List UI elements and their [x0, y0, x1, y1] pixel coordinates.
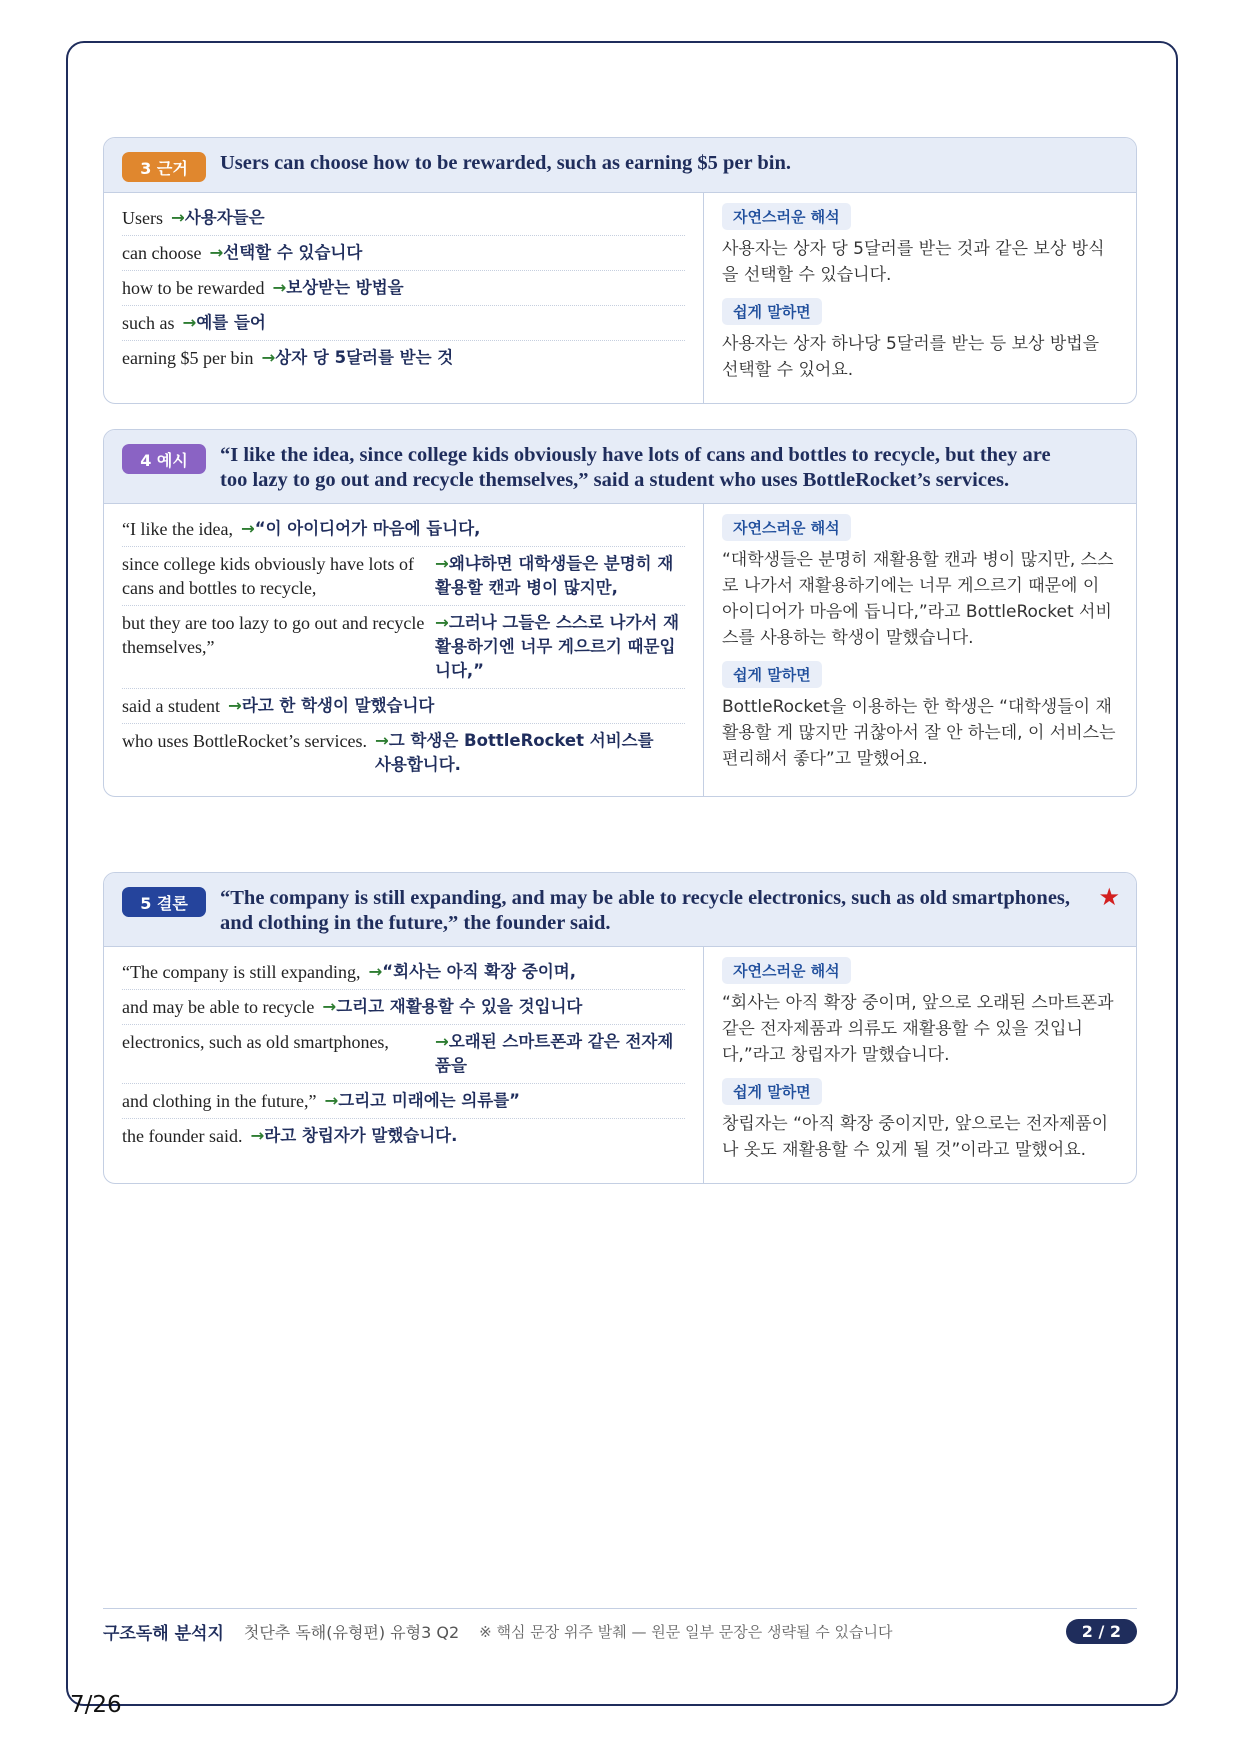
- english-phrase: how to be rewarded: [122, 278, 265, 298]
- english-phrase: such as: [122, 313, 175, 333]
- arrow-icon: →: [322, 997, 337, 1016]
- arrow-icon: →: [227, 696, 242, 715]
- translation-panel: [704, 193, 1136, 403]
- korean-gloss: →오래된 스마트폰과 같은 전자제품을: [435, 1032, 674, 1075]
- arrow-icon: →: [435, 613, 449, 632]
- section-badge: 3 근거: [122, 152, 206, 182]
- arrow-icon: →: [240, 519, 255, 538]
- arrow-icon: →: [182, 313, 197, 332]
- footer-title: 구조독해 분석지: [103, 1624, 224, 1644]
- english-phrase: electronics, such as old smartphones,: [122, 1032, 389, 1052]
- section-badge: 4 예시: [122, 444, 206, 474]
- arrow-icon: →: [209, 243, 224, 262]
- translation-panel: [704, 947, 1136, 1183]
- easy-explanation-tag: 쉽게 말하면: [722, 298, 822, 325]
- natural-translation: “대학생들은 분명히 재활용할 캔과 병이 많지만, 스스로 나가서 재활용하기에는 너무 게으르기 때문에 이 아이디어가 마음에 듭니다,”라고 BottleRocket 서비스를 사용하는 학생이 말했습니다.: [722, 550, 1114, 648]
- phrase-row: [122, 512, 685, 547]
- easy-explanation: 사용자는 상자 하나당 5달러를 받는 등 보상 방법을 선택할 수 있어요.: [722, 334, 1100, 380]
- korean-gloss: →그러나 그들은 스스로 나가서 재활용하기엔 너무 게으르기 때문입니다,”: [435, 613, 680, 680]
- english-phrase: but they are too lazy to go out and recycle themselves,”: [122, 613, 425, 657]
- page-footer: [103, 1608, 1137, 1654]
- korean-gloss: →보상받는 방법을: [272, 278, 404, 297]
- arrow-icon: →: [324, 1091, 339, 1110]
- korean-gloss: →왜냐하면 대학생들은 분명히 재활용할 캔과 병이 많지만,: [435, 554, 674, 597]
- english-phrase: earning $5 per bin: [122, 348, 254, 368]
- phrase-row: [122, 306, 685, 341]
- section-evidence: [103, 137, 1137, 404]
- footer-page-indicator: 2 / 2: [1066, 1619, 1137, 1644]
- korean-gloss: →라고 한 학생이 말했습니다: [227, 696, 435, 715]
- document-page-number: 7/26: [70, 1692, 122, 1718]
- arrow-icon: →: [435, 554, 449, 573]
- arrow-icon: →: [272, 278, 287, 297]
- korean-gloss: →“이 아이디어가 마음에 듭니다,: [240, 519, 481, 538]
- natural-translation: 사용자는 상자 당 5달러를 받는 것과 같은 보상 방식을 선택할 수 있습니다.: [722, 239, 1105, 285]
- english-phrase: can choose: [122, 243, 202, 263]
- section-header: [104, 138, 1136, 193]
- phrase-row: [122, 689, 685, 724]
- phrase-row: [122, 1025, 685, 1084]
- natural-translation-tag: 자연스러운 해석: [722, 957, 851, 984]
- arrow-icon: →: [250, 1126, 265, 1145]
- korean-gloss: →사용자들은: [171, 208, 265, 227]
- korean-gloss: →그리고 재활용할 수 있을 것입니다: [322, 997, 583, 1016]
- phrase-row: [122, 1084, 685, 1119]
- english-phrase: “The company is still expanding,: [122, 962, 361, 982]
- phrase-row: [122, 606, 685, 689]
- phrase-breakdown: [104, 947, 704, 1183]
- korean-gloss: →선택할 수 있습니다: [209, 243, 363, 262]
- section-heading: “The company is still expanding, and may be able to recycle electronics, such as old smartphones, and clothing in the future,” the founder said.: [220, 887, 1071, 934]
- section-header: [104, 430, 1136, 504]
- phrase-row: [122, 955, 685, 990]
- phrase-row: [122, 236, 685, 271]
- arrow-icon: →: [171, 208, 185, 227]
- natural-translation-tag: 자연스러운 해석: [722, 203, 851, 230]
- korean-gloss: →상자 당 5달러를 받는 것: [261, 348, 454, 367]
- arrow-icon: →: [368, 962, 383, 981]
- english-phrase: and clothing in the future,”: [122, 1091, 317, 1111]
- phrase-row: [122, 724, 685, 782]
- phrase-row: [122, 201, 685, 236]
- arrow-icon: →: [374, 731, 389, 750]
- section-conclusion: [103, 872, 1137, 1184]
- phrase-row: [122, 547, 685, 606]
- star-icon: ★: [1098, 883, 1120, 911]
- korean-gloss: →라고 창립자가 말했습니다.: [250, 1126, 458, 1145]
- phrase-breakdown: [104, 504, 704, 796]
- natural-translation: “회사는 아직 확장 중이며, 앞으로 오래된 스마트폰과 같은 전자제품과 의류도 재활용할 수 있을 것입니다,”라고 창립자가 말했습니다.: [722, 993, 1114, 1065]
- section-header: [104, 873, 1136, 947]
- easy-explanation-tag: 쉽게 말하면: [722, 661, 822, 688]
- section-example: [103, 429, 1137, 797]
- korean-gloss: →“회사는 아직 확장 중이며,: [368, 962, 577, 981]
- arrow-icon: →: [261, 348, 276, 367]
- easy-explanation: BottleRocket을 이용하는 한 학생은 “대학생들이 재활용할 게 많지만 귀찮아서 잘 안 하는데, 이 서비스는 편리해서 좋다”고 말했어요.: [722, 697, 1116, 769]
- english-phrase: the founder said.: [122, 1126, 243, 1146]
- section-heading: Users can choose how to be rewarded, such as earning $5 per bin.: [220, 152, 791, 174]
- easy-explanation: 창립자는 “아직 확장 중이지만, 앞으로는 전자제품이나 옷도 재활용할 수 있게 될 것”이라고 말했어요.: [722, 1114, 1109, 1160]
- natural-translation-tag: 자연스러운 해석: [722, 514, 851, 541]
- english-phrase: since college kids obviously have lots of cans and bottles to recycle,: [122, 554, 414, 598]
- phrase-row: [122, 341, 685, 375]
- footer-note: ※ 핵심 문장 위주 발췌 — 원문 일부 문장은 생략될 수 있습니다: [479, 1623, 893, 1641]
- footer-subtitle: 첫단추 독해(유형편) 유형3 Q2: [243, 1623, 460, 1642]
- translation-panel: [704, 504, 1136, 796]
- phrase-row: [122, 1119, 685, 1153]
- section-heading: “I like the idea, since college kids obviously have lots of cans and bottles to recycle, but they are too lazy to go out and recycle themselves,” said a student who uses BottleRocket’s services.: [220, 444, 1051, 491]
- phrase-row: [122, 990, 685, 1025]
- korean-gloss: →그리고 미래에는 의류를”: [324, 1091, 521, 1110]
- english-phrase: and may be able to recycle: [122, 997, 315, 1017]
- arrow-icon: →: [435, 1032, 449, 1051]
- english-phrase: Users: [122, 208, 163, 228]
- phrase-row: [122, 271, 685, 306]
- easy-explanation-tag: 쉽게 말하면: [722, 1078, 822, 1105]
- english-phrase: said a student: [122, 696, 220, 716]
- section-badge: 5 결론: [122, 887, 206, 917]
- korean-gloss: →예를 들어: [182, 313, 266, 332]
- korean-gloss: →그 학생은 BottleRocket 서비스를 사용합니다.: [374, 731, 654, 774]
- english-phrase: who uses BottleRocket’s services.: [122, 731, 367, 751]
- english-phrase: “I like the idea,: [122, 519, 233, 539]
- phrase-breakdown: [104, 193, 704, 403]
